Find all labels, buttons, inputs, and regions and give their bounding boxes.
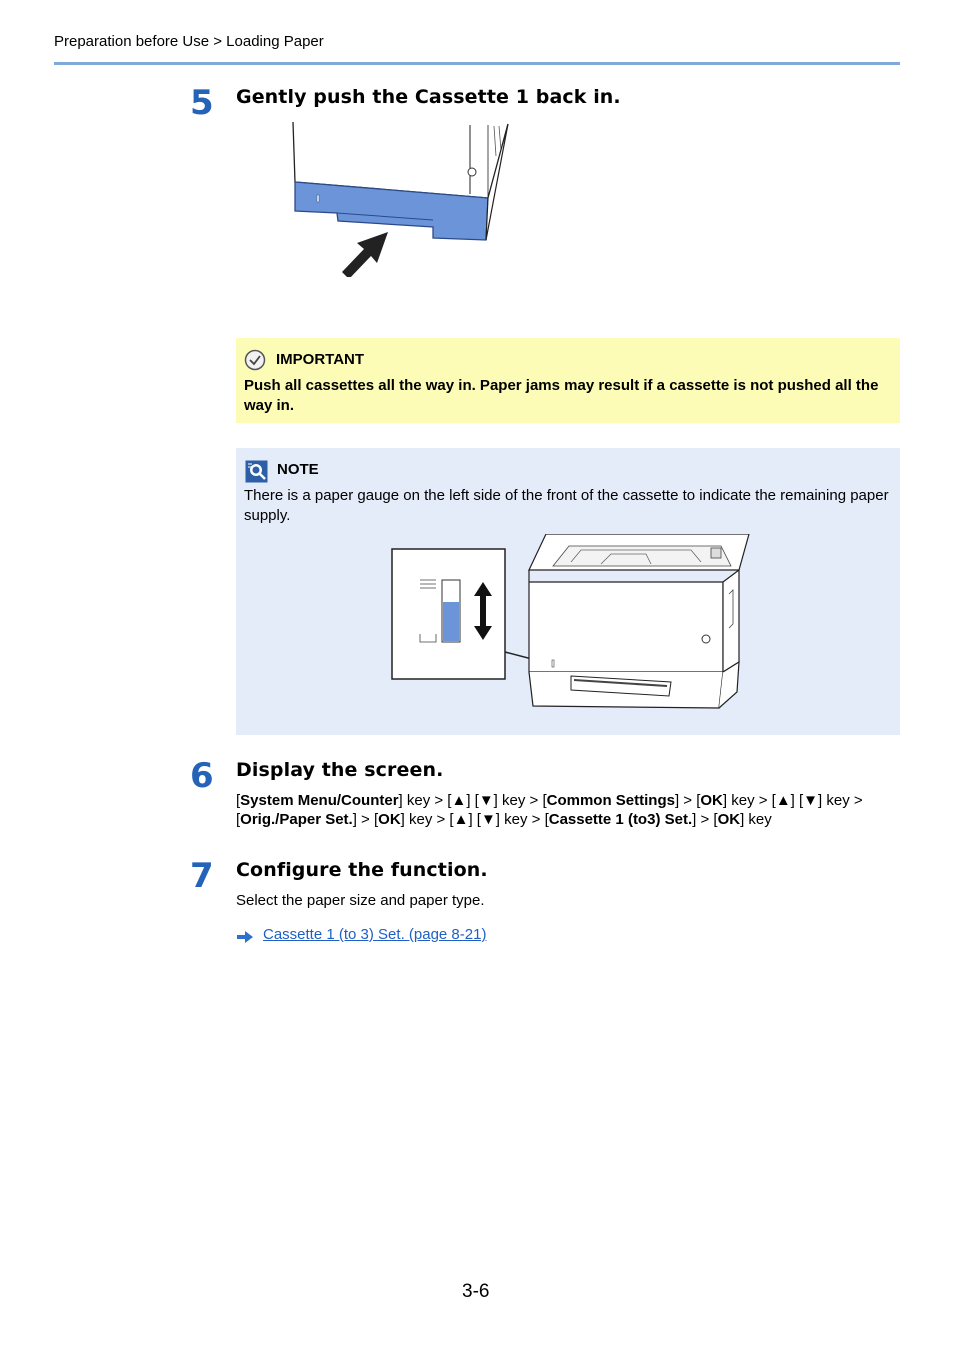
ok-key: OK bbox=[378, 811, 401, 828]
note-text: There is a paper gauge on the left side of the front of the cassette to indicate the remaining paper supply. bbox=[244, 487, 889, 524]
right-arrow-icon bbox=[236, 930, 254, 948]
orig-paper-set-menu: Orig./Paper Set. bbox=[240, 811, 353, 828]
note-callout bbox=[236, 448, 900, 735]
paper-gauge-illustration bbox=[391, 534, 751, 714]
note-label: NOTE bbox=[277, 461, 319, 478]
page-number: 3-6 bbox=[462, 1281, 490, 1302]
step-6-title: Display the screen. bbox=[236, 759, 444, 781]
cassette-set-menu: Cassette 1 (to3) Set. bbox=[548, 811, 693, 828]
step-7-title: Configure the function. bbox=[236, 859, 488, 881]
important-callout bbox=[236, 338, 900, 423]
ok-key: OK bbox=[700, 792, 723, 809]
step-5-number: 5 bbox=[190, 83, 214, 123]
step-6-line-2: [Orig./Paper Set.] > [OK] key > [▲] [▼] key > [Cassette 1 (to3) Set.] > [OK] key bbox=[236, 811, 772, 828]
step-7-number: 7 bbox=[190, 856, 214, 896]
header-divider bbox=[54, 62, 900, 65]
system-menu-counter-key: System Menu/Counter bbox=[240, 792, 399, 809]
cassette-set-link[interactable]: Cassette 1 (to 3) Set. (page 8-21) bbox=[263, 926, 487, 943]
ok-key: OK bbox=[717, 811, 741, 828]
step-5-title: Gently push the Cassette 1 back in. bbox=[236, 86, 621, 108]
step-6-line-1: [System Menu/Counter] key > [▲] [▼] key > [Common Settings] > [OK] key > [▲] [▼] key > bbox=[236, 792, 863, 809]
common-settings-menu: Common Settings bbox=[546, 792, 675, 809]
breadcrumb: Preparation before Use > Loading Paper bbox=[54, 33, 324, 50]
magnifier-note-icon bbox=[245, 460, 268, 488]
step-6-instructions bbox=[236, 791, 901, 829]
step-6-number: 6 bbox=[190, 756, 214, 796]
cassette-push-illustration bbox=[290, 122, 520, 277]
step-7-text: Select the paper size and paper type. bbox=[236, 892, 485, 909]
important-label: IMPORTANT bbox=[276, 351, 365, 368]
check-circle-icon bbox=[244, 349, 266, 376]
important-text: Push all cassettes all the way in. Paper jams may result if a cassette is not pushed all the way in. bbox=[244, 377, 879, 414]
